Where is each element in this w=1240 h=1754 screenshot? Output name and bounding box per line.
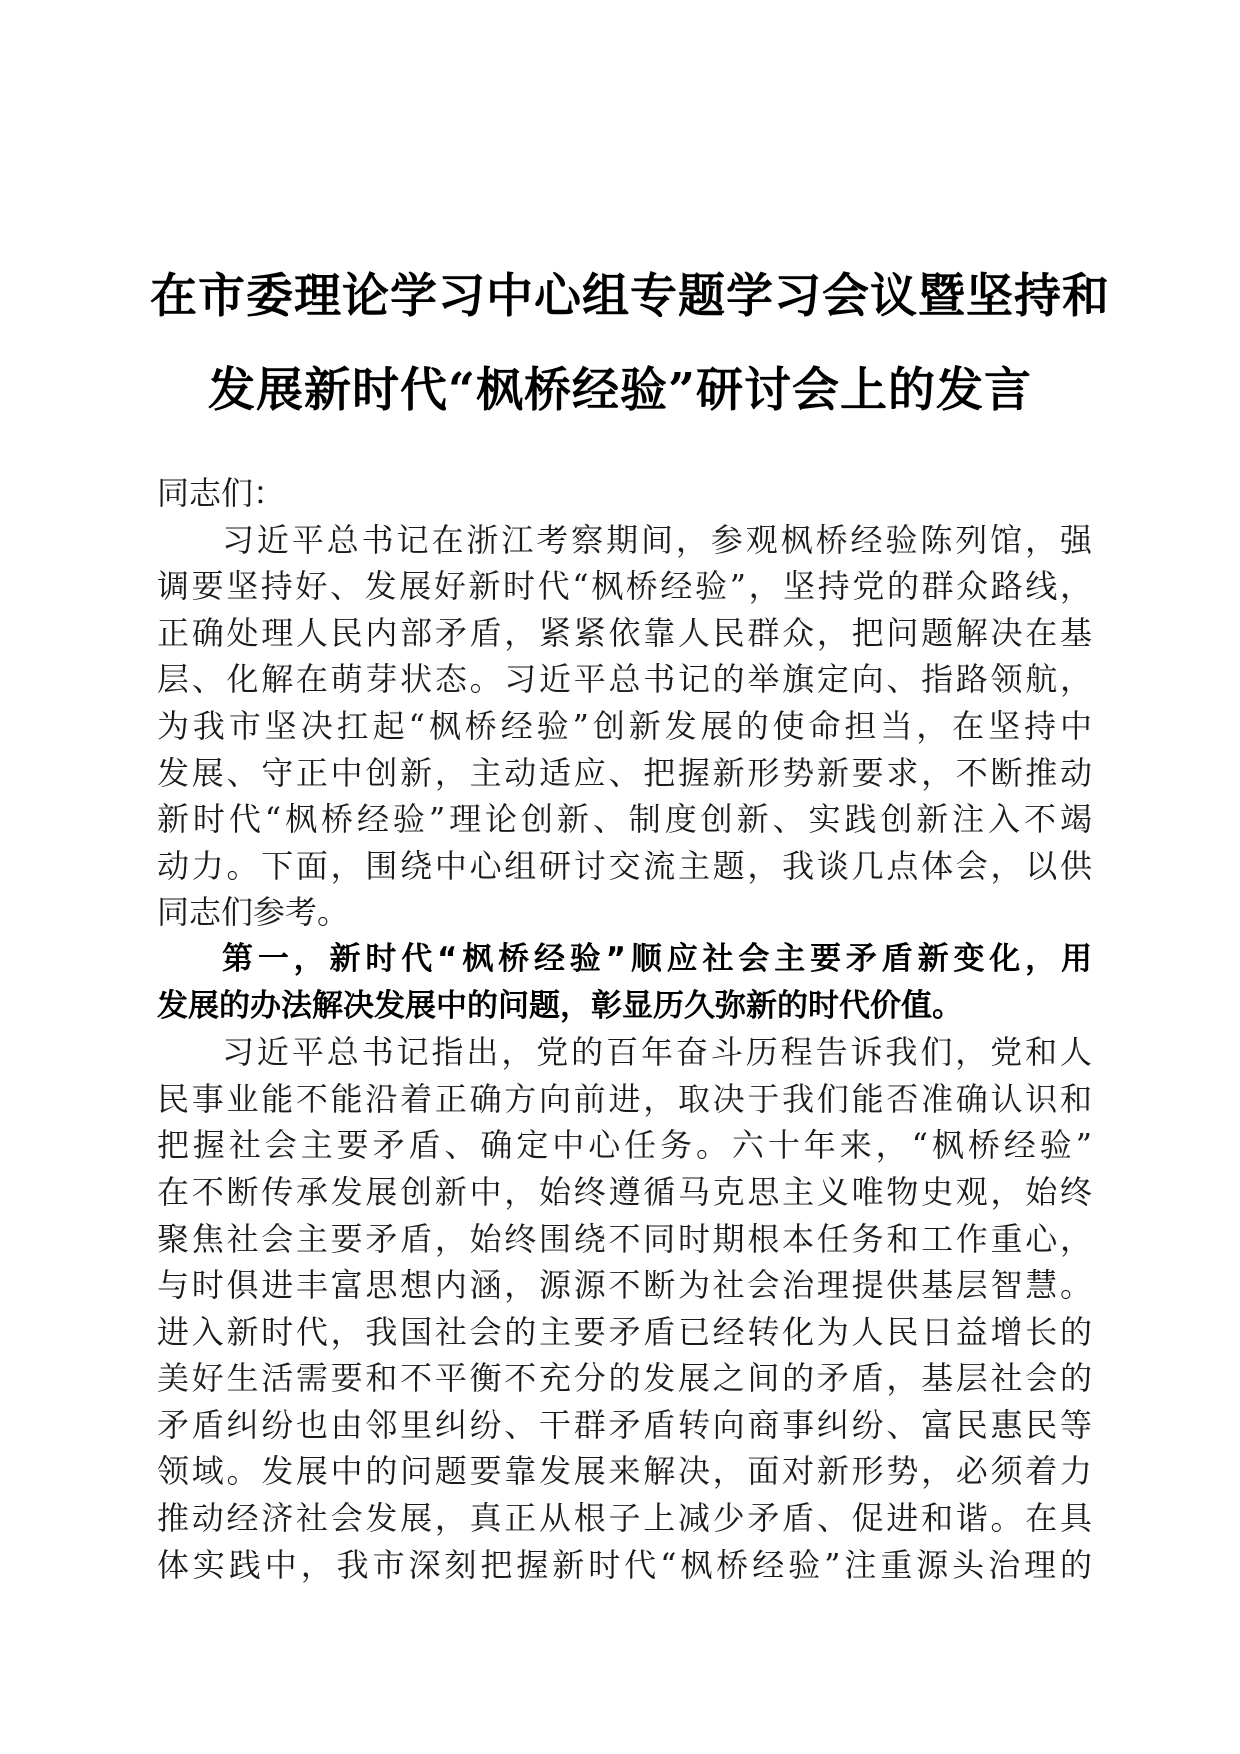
heading-line: 第一，新时代“枫桥经验”顺应社会主要矛盾新变化，用 [222,940,1092,977]
paragraph-line: 正确处理人民内部矛盾，紧紧依靠人民群众，把问题解决在基 [157,613,1092,652]
section-heading-1 [157,936,1092,1029]
paragraph-line: 与时俱进丰富思想内涵，源源不断为社会治理提供基层智慧。 [157,1266,1092,1305]
paragraph-line: 新时代“枫桥经验”理论创新、制度创新、实践创新注入不竭 [157,800,1092,839]
paragraph-line: 发展、守正中创新，主动适应、把握新形势新要求，不断推动 [157,753,1092,792]
paragraph-line: 矛盾纠纷也由邻里纠纷、干群矛盾转向商事纠纷、富民惠民等 [157,1405,1092,1444]
paragraph-line: 习近平总书记在浙江考察期间，参观枫桥经验陈列馆，强 [222,520,1092,559]
paragraph-line: 动力。下面，围绕中心组研讨交流主题，我谈几点体会，以供 [157,846,1092,885]
document-body [157,470,1092,1588]
paragraph-line: 习近平总书记指出，党的百年奋斗历程告诉我们，党和人 [222,1033,1092,1072]
salutation: 同志们： [157,474,286,512]
paragraph-line: 在不断传承发展创新中，始终遵循马克思主义唯物史观，始终 [157,1172,1092,1211]
heading-line: 发展的办法解决发展中的问题，彰显历久弥新的时代价值。 [157,987,963,1024]
paragraph-line: 层、化解在萌芽状态。习近平总书记的举旗定向、指路领航， [157,660,1092,699]
title-line-2: 发展新时代“枫桥经验”研讨会上的发言 [207,363,1033,418]
paragraph-line: 把握社会主要矛盾、确定中心任务。六十年来，“枫桥经验” [157,1126,1092,1165]
paragraph-line: 领域。发展中的问题要靠发展来解决，面对新形势，必须着力 [157,1452,1092,1491]
paragraph-line: 进入新时代，我国社会的主要矛盾已经转化为人民日益增长的 [157,1312,1092,1351]
paragraph-line: 聚焦社会主要矛盾，始终围绕不同时期根本任务和工作重心， [157,1219,1092,1258]
paragraph-line: 民事业能不能沿着正确方向前进，取决于我们能否准确认识和 [157,1079,1092,1118]
paragraph-section-1 [157,1029,1092,1588]
paragraph-line: 同志们参考。 [157,893,350,932]
paragraph-line: 体实践中，我市深刻把握新时代“枫桥经验”注重源头治理的 [157,1545,1092,1584]
paragraph-intro [157,517,1092,936]
paragraph-line: 调要坚持好、发展好新时代“枫桥经验”，坚持党的群众路线， [157,567,1092,606]
title-line-1: 在市委理论学习中心组专题学习会议暨坚持和 [150,269,1110,324]
document-title [150,250,1110,438]
paragraph-line: 美好生活需要和不平衡不充分的发展之间的矛盾，基层社会的 [157,1359,1092,1398]
paragraph-line: 推动经济社会发展，真正从根子上减少矛盾、促进和谐。在具 [157,1499,1092,1538]
paragraph-line: 为我市坚决扛起“枫桥经验”创新发展的使命担当，在坚持中 [157,706,1092,745]
